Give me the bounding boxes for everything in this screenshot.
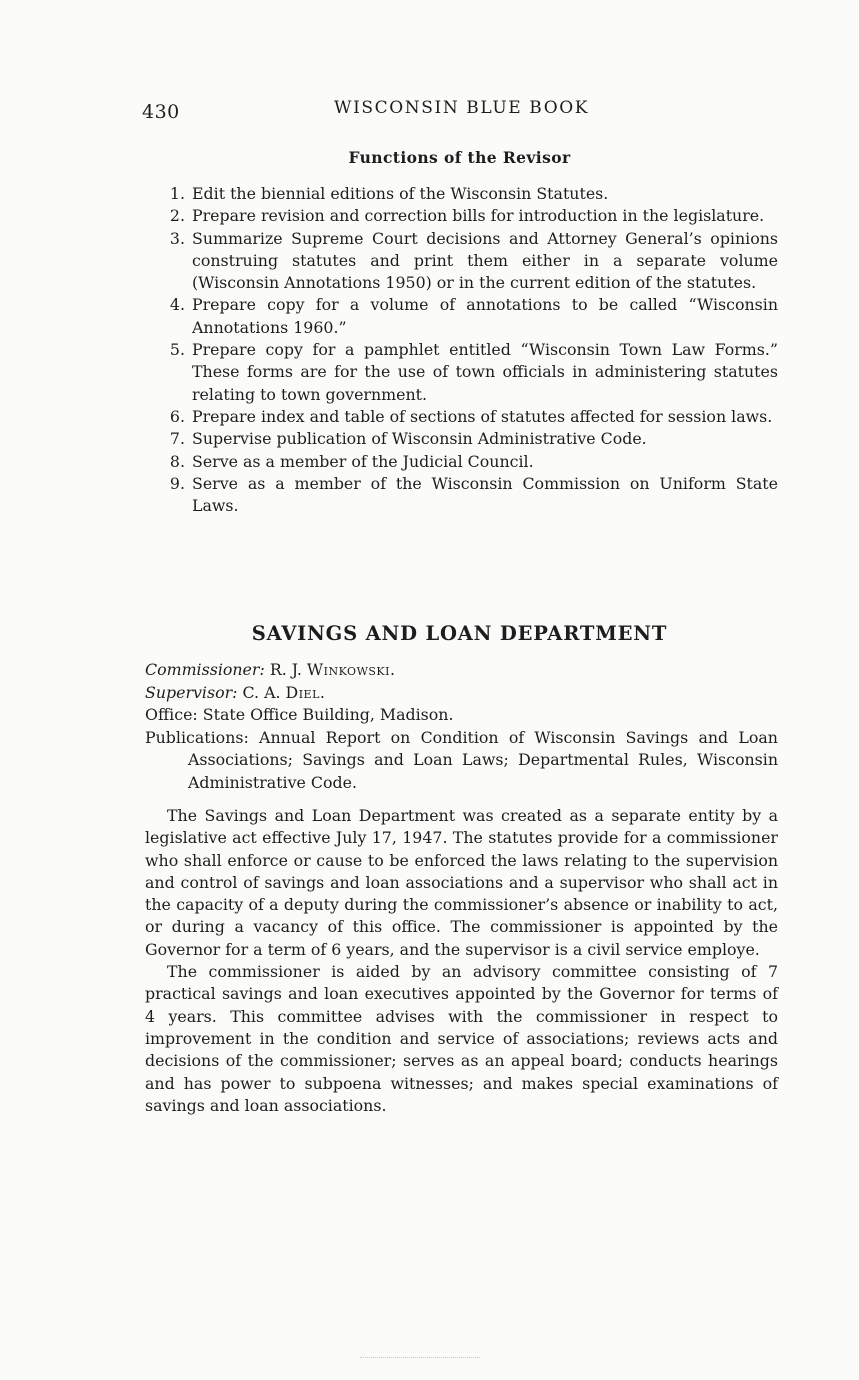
list-item-text: Serve as a member of the Wisconsin Commission on Uniform State Laws. <box>192 473 778 516</box>
office-label: Office: <box>145 705 198 724</box>
commissioner-initials: R. J. <box>269 660 302 679</box>
list-item <box>150 406 778 428</box>
running-head <box>0 98 859 128</box>
book-title: WISCONSIN BLUE BOOK <box>334 98 590 118</box>
functions-list <box>150 183 778 517</box>
list-item <box>150 339 778 406</box>
list-item-number: 6. <box>169 406 185 426</box>
list-item-text: Serve as a member of the Judicial Council. <box>192 451 534 471</box>
commissioner-surname: Winkowski. <box>306 660 396 679</box>
supervisor-initials: C. A. <box>242 682 281 702</box>
department-description <box>145 805 778 1117</box>
list-item <box>150 428 778 450</box>
office-value: State Office Building, Madison. <box>202 705 454 724</box>
list-item-number: 8. <box>169 451 185 471</box>
publications-label: Publications: <box>145 727 249 747</box>
list-item-text: Prepare index and table of sections of statutes affected for session laws. <box>192 406 773 426</box>
list-item-text: Edit the biennial editions of the Wisconsin Statutes. <box>192 184 609 203</box>
scan-artifact <box>360 1357 480 1361</box>
list-item <box>150 228 778 295</box>
commissioner-line <box>145 659 778 682</box>
supervisor-label: Supervisor: <box>145 682 238 702</box>
commissioner-label: Commissioner: <box>145 660 265 679</box>
list-item-number: 3. <box>169 228 185 248</box>
list-item <box>150 205 778 227</box>
paragraph: The Savings and Loan Department was created as a separate entity by a legislative act effective July 17, 1947. The statutes provide for a commissioner who shall enforce or cause to be enforced the laws relating to the supervision and control of savings and loan associations and a supervisor who shall act in the capacity of a deputy during the commissioner’s absence or inability to act, or during a vacancy of this office. The commissioner is appointed by the Governor for a term of 6 years, and the supervisor is a civil service employe. <box>145 806 778 959</box>
paragraph: The commissioner is aided by an advisory committee consisting of 7 practical savings and loan executives appointed by the Governor for terms of 4 years. This committee advises with the commissioner in respect to improvement in the condition and service of associations; reviews acts and decisions of the commissioner; serves as an appeal board; conducts hearings and has power to subpoena witnesses; and makes special examinations of savings and loan associations. <box>145 962 778 1115</box>
list-item-number: 5. <box>169 340 185 360</box>
supervisor-surname: Diel. <box>285 682 326 702</box>
list-item-text: Summarize Supreme Court decisions and Attorney General’s opinions construing statutes and print them either in a separate volume (Wisconsin Annotations 1950) or in the current edition of the statutes. <box>192 228 778 293</box>
department-title: SAVINGS AND LOAN DEPARTMENT <box>251 622 668 645</box>
publications-line <box>145 727 778 795</box>
list-item <box>150 451 778 473</box>
list-item-text: Prepare revision and correction bills for introduction in the legislature. <box>192 206 765 226</box>
list-item-number: 4. <box>169 295 185 315</box>
list-item-number: 9. <box>169 473 185 493</box>
officials-block <box>145 659 778 794</box>
list-item-text: Prepare copy for a volume of annotations to be called “Wisconsin Annotations 1960.” <box>192 295 778 337</box>
list-item-text: Supervise publication of Wisconsin Administrative Code. <box>192 429 647 449</box>
list-item-text: Prepare copy for a pamphlet entitled “Wisconsin Town Law Forms.” These forms are for the use of town officials in administering statutes relating to town government. <box>192 340 778 404</box>
list-item-number: 2. <box>169 206 185 226</box>
publications-value: Annual Report on Condition of Wisconsin Savings and Loan Associations; Savings and Loan Laws; Departmental Rules, Wisconsin Administrative Code. <box>188 727 778 792</box>
list-item <box>150 473 778 518</box>
list-item-number: 7. <box>169 429 185 449</box>
functions-title: Functions of the Revisor <box>348 148 571 167</box>
list-item <box>150 294 778 339</box>
list-item-number: 1. <box>169 184 185 203</box>
office-line <box>145 704 778 727</box>
supervisor-line <box>145 682 778 705</box>
page-number: 430 <box>142 101 180 123</box>
list-item <box>150 183 778 205</box>
